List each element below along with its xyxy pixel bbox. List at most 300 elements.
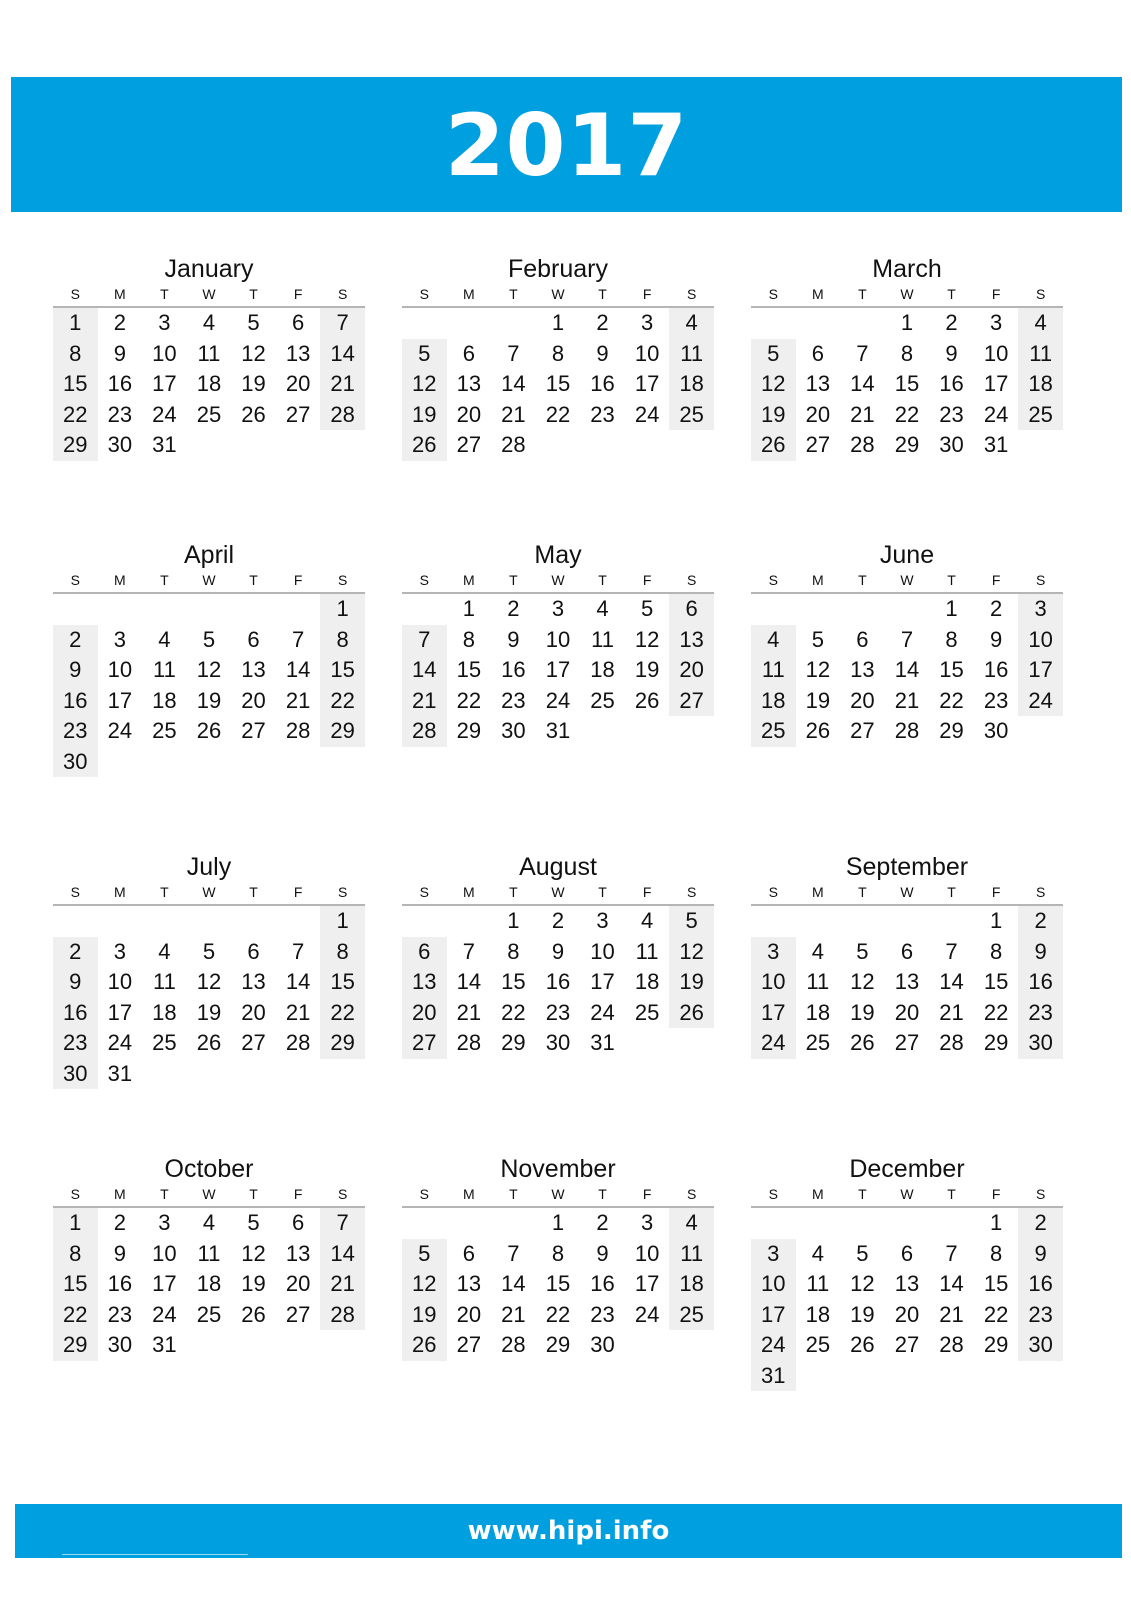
day-cell: 22 <box>53 400 98 431</box>
day-cell: 29 <box>894 432 920 457</box>
empty-day-cell <box>669 716 714 747</box>
day-cell: 31 <box>983 432 1009 457</box>
weekday-header <box>751 1184 1063 1204</box>
empty-day-cell <box>447 308 492 339</box>
empty-day-cell <box>447 906 492 937</box>
week-row <box>751 594 1063 625</box>
day-cell: 12 <box>634 626 660 652</box>
day-cell: 2 <box>551 908 565 933</box>
week-row <box>53 1269 365 1300</box>
week-row <box>53 655 365 686</box>
day-cell: 12 <box>850 1271 875 1296</box>
day-cell: 30 <box>1018 1330 1063 1361</box>
empty-day-cell <box>625 716 670 747</box>
weekday-label: S <box>686 884 697 900</box>
day-cell: 9 <box>113 340 126 366</box>
day-cell: 3 <box>751 1239 796 1270</box>
day-cell: 16 <box>1018 1269 1063 1300</box>
day-cell: 5 <box>856 1240 869 1266</box>
week-row <box>402 308 714 339</box>
day-cell: 28 <box>850 432 875 457</box>
day-cell: 20 <box>285 371 311 396</box>
empty-day-cell <box>840 906 885 937</box>
day-cell: 10 <box>107 969 133 994</box>
day-cell: 15 <box>939 657 964 682</box>
empty-day-cell <box>231 747 276 778</box>
empty-day-cell <box>885 1361 930 1392</box>
week-row <box>53 686 365 717</box>
weekday-label: F <box>642 884 652 900</box>
month-name: June <box>879 541 935 569</box>
weekday-label: W <box>202 884 216 900</box>
empty-day-cell <box>320 1330 365 1361</box>
empty-day-cell <box>796 1208 841 1239</box>
empty-day-cell <box>840 308 885 339</box>
empty-day-cell <box>231 594 276 625</box>
day-cell: 26 <box>402 430 447 461</box>
month-name: September <box>845 853 969 881</box>
day-cell: 25 <box>196 401 222 427</box>
empty-day-cell <box>929 906 974 937</box>
day-cell: 19 <box>402 1300 447 1331</box>
week-row <box>751 430 1063 461</box>
day-cell: 6 <box>900 938 914 964</box>
day-cell: 29 <box>983 1030 1009 1055</box>
weekday-label: F <box>642 572 652 588</box>
month-july <box>53 852 365 1089</box>
day-cell: 21 <box>320 369 365 400</box>
day-cell: 7 <box>507 340 520 366</box>
day-cell: 7 <box>320 1208 365 1239</box>
empty-day-cell <box>751 308 796 339</box>
day-cell: 30 <box>1018 1028 1063 1059</box>
weekday-label: T <box>509 1186 518 1202</box>
month-june <box>751 540 1063 747</box>
weekday-label: S <box>768 1186 778 1202</box>
day-cell: 20 <box>805 401 831 427</box>
day-cell: 8 <box>320 625 365 656</box>
day-cell: 5 <box>202 626 216 652</box>
day-cell: 31 <box>545 718 571 743</box>
day-cell: 26 <box>196 1030 222 1055</box>
day-cell: 9 <box>945 340 958 366</box>
empty-day-cell <box>187 594 232 625</box>
weekday-label: S <box>70 1186 80 1202</box>
day-cell: 18 <box>1018 369 1063 400</box>
weekday-label: S <box>419 572 429 588</box>
day-cell: 3 <box>551 596 565 621</box>
day-cell: 21 <box>894 687 920 713</box>
day-cell: 22 <box>983 999 1009 1025</box>
day-cell: 21 <box>285 999 311 1025</box>
day-cell: 3 <box>113 626 126 652</box>
day-cell: 7 <box>402 625 447 656</box>
day-cell: 30 <box>107 1332 133 1357</box>
empty-day-cell <box>231 1059 276 1090</box>
week-row <box>751 1361 1063 1392</box>
day-cell: 20 <box>894 1301 920 1327</box>
day-cell: 15 <box>320 967 365 998</box>
weekday-label: T <box>947 286 956 302</box>
day-cell: 9 <box>53 967 98 998</box>
empty-day-cell <box>669 430 714 461</box>
day-cell: 16 <box>107 1271 133 1296</box>
day-cell: 17 <box>107 687 133 713</box>
day-cell: 6 <box>669 594 714 625</box>
weekday-label: F <box>642 1186 652 1202</box>
day-cell: 22 <box>939 687 964 713</box>
empty-day-cell <box>751 594 796 625</box>
weekday-label: T <box>249 884 258 900</box>
weekday-label: F <box>642 286 652 302</box>
day-cell: 1 <box>53 308 98 339</box>
day-cell: 31 <box>152 432 177 457</box>
day-cell: 8 <box>462 626 475 652</box>
weekday-label: S <box>1035 1186 1046 1202</box>
day-cell: 12 <box>402 369 447 400</box>
day-cell: 15 <box>983 969 1009 994</box>
month-march <box>751 254 1063 461</box>
day-cell: 23 <box>590 401 615 427</box>
day-cell: 19 <box>669 967 714 998</box>
day-cell: 25 <box>805 1030 831 1055</box>
day-cell: 18 <box>805 999 831 1025</box>
empty-day-cell <box>231 1330 276 1361</box>
day-cell: 14 <box>894 657 920 682</box>
weekday-label: T <box>249 572 258 588</box>
day-cell: 25 <box>152 718 177 743</box>
day-cell: 27 <box>669 686 714 717</box>
empty-day-cell <box>231 430 276 461</box>
day-cell: 28 <box>501 1332 526 1357</box>
weekday-label: F <box>293 286 303 302</box>
day-cell: 30 <box>983 718 1009 743</box>
day-cell: 30 <box>939 432 964 457</box>
day-cell: 17 <box>751 998 796 1029</box>
month-name: July <box>186 853 232 881</box>
day-cell: 19 <box>196 999 222 1025</box>
day-cell: 24 <box>634 1301 660 1327</box>
day-cell: 26 <box>196 718 222 743</box>
footer-url: www.hipi.info <box>467 1516 670 1546</box>
day-cell: 19 <box>241 371 266 396</box>
day-cell: 23 <box>107 401 133 427</box>
week-row <box>751 369 1063 400</box>
day-cell: 12 <box>669 937 714 968</box>
day-cell: 10 <box>545 626 571 652</box>
week-row <box>402 937 714 968</box>
month-october <box>53 1154 365 1361</box>
day-cell: 28 <box>320 400 365 431</box>
day-cell: 23 <box>939 401 964 427</box>
day-cell: 4 <box>158 626 171 652</box>
week-row <box>53 747 365 778</box>
day-cell: 5 <box>669 906 714 937</box>
day-cell: 24 <box>751 1330 796 1361</box>
day-cell: 6 <box>462 340 475 366</box>
day-cell: 9 <box>596 1240 609 1266</box>
empty-day-cell <box>276 1059 321 1090</box>
day-cell: 13 <box>285 1240 311 1266</box>
day-cell: 27 <box>285 1301 311 1327</box>
empty-day-cell <box>491 308 536 339</box>
day-cell: 26 <box>850 1332 875 1357</box>
weekday-label: W <box>551 1186 565 1202</box>
weekday-label: W <box>551 884 565 900</box>
day-cell: 19 <box>634 657 660 682</box>
weekday-label: W <box>551 286 565 302</box>
month-name: November <box>500 1155 616 1183</box>
weekday-label: T <box>947 1186 956 1202</box>
day-cell: 29 <box>545 1332 571 1357</box>
day-cell: 25 <box>196 1301 222 1327</box>
day-cell: 21 <box>501 1301 526 1327</box>
week-row <box>402 1239 714 1270</box>
week-row <box>53 1028 365 1059</box>
weekday-label: T <box>858 884 867 900</box>
empty-day-cell <box>751 906 796 937</box>
empty-day-cell <box>796 906 841 937</box>
week-row <box>402 998 714 1029</box>
week-row <box>751 655 1063 686</box>
week-row <box>751 339 1063 370</box>
day-cell: 18 <box>196 371 222 396</box>
weekday-label: S <box>419 1186 429 1202</box>
day-cell: 21 <box>501 401 526 427</box>
day-cell: 11 <box>635 938 659 964</box>
day-cell: 21 <box>285 687 311 713</box>
weekday-label: M <box>812 572 824 588</box>
day-cell: 13 <box>850 657 875 682</box>
day-cell: 29 <box>53 1330 98 1361</box>
week-row <box>53 716 365 747</box>
month-name: August <box>519 853 597 881</box>
day-cell: 26 <box>241 401 266 427</box>
week-row <box>751 1300 1063 1331</box>
day-cell: 29 <box>320 1028 365 1059</box>
weekday-header <box>402 284 714 304</box>
day-cell: 9 <box>507 626 520 652</box>
empty-day-cell <box>187 430 232 461</box>
week-row <box>53 308 365 339</box>
week-row <box>751 1208 1063 1239</box>
day-cell: 11 <box>669 339 714 370</box>
day-cell: 20 <box>669 655 714 686</box>
day-cell: 22 <box>545 1301 571 1327</box>
day-cell: 1 <box>462 596 475 621</box>
day-cell: 2 <box>53 937 98 968</box>
empty-day-cell <box>402 906 447 937</box>
day-cell: 10 <box>751 1269 796 1300</box>
day-cell: 11 <box>806 969 830 994</box>
day-cell: 18 <box>669 1269 714 1300</box>
weekday-label: S <box>337 884 348 900</box>
day-cell: 21 <box>320 1269 365 1300</box>
weekday-label: W <box>900 286 914 302</box>
day-cell: 3 <box>596 908 609 933</box>
week-row <box>53 937 365 968</box>
day-cell: 29 <box>320 716 365 747</box>
weekday-header <box>402 1184 714 1204</box>
week-row <box>402 655 714 686</box>
week-row <box>53 594 365 625</box>
day-cell: 22 <box>983 1301 1009 1327</box>
day-cell: 4 <box>640 908 654 933</box>
weekday-label: S <box>337 286 348 302</box>
day-cell: 17 <box>590 969 615 994</box>
day-cell: 13 <box>402 967 447 998</box>
weekday-label: F <box>991 286 1001 302</box>
day-cell: 24 <box>634 401 660 427</box>
empty-day-cell <box>187 1059 232 1090</box>
day-cell: 17 <box>107 999 133 1025</box>
empty-day-cell <box>840 1208 885 1239</box>
day-cell: 22 <box>894 401 920 427</box>
weekday-label: M <box>463 286 475 302</box>
day-cell: 12 <box>850 969 875 994</box>
day-cell: 14 <box>939 969 964 994</box>
day-cell: 6 <box>247 938 260 964</box>
day-cell: 1 <box>53 1208 98 1239</box>
day-cell: 14 <box>285 969 311 994</box>
week-row <box>53 1330 365 1361</box>
month-november <box>402 1154 714 1361</box>
day-cell: 31 <box>107 1060 133 1086</box>
day-cell: 7 <box>900 626 914 652</box>
weekday-label: T <box>249 1186 258 1202</box>
day-cell: 25 <box>669 1300 714 1331</box>
week-row <box>751 906 1063 937</box>
day-cell: 10 <box>152 340 177 366</box>
day-cell: 18 <box>196 1271 222 1296</box>
day-cell: 30 <box>53 747 98 778</box>
day-cell: 5 <box>856 938 869 964</box>
empty-day-cell <box>796 594 841 625</box>
day-cell: 12 <box>196 969 222 994</box>
empty-day-cell <box>840 1361 885 1392</box>
day-cell: 2 <box>53 625 98 656</box>
day-cell: 9 <box>989 626 1003 652</box>
day-cell: 14 <box>320 1239 365 1270</box>
day-cell: 21 <box>850 401 875 427</box>
day-cell: 16 <box>983 657 1009 682</box>
day-cell: 3 <box>989 310 1003 335</box>
day-cell: 29 <box>501 1030 526 1055</box>
empty-day-cell <box>142 1059 187 1090</box>
day-cell: 6 <box>462 1240 475 1266</box>
day-cell: 30 <box>53 1059 98 1090</box>
day-cell: 2 <box>945 310 958 335</box>
day-cell: 28 <box>285 1030 311 1055</box>
day-cell: 20 <box>285 1271 311 1296</box>
weekday-label: T <box>598 1186 607 1202</box>
empty-day-cell <box>53 594 98 625</box>
empty-day-cell <box>625 1330 670 1361</box>
day-cell: 31 <box>590 1030 615 1055</box>
day-cell: 4 <box>669 308 714 339</box>
day-cell: 21 <box>456 999 482 1025</box>
week-row <box>402 339 714 370</box>
day-cell: 19 <box>805 687 831 713</box>
day-cell: 28 <box>939 1332 964 1357</box>
day-cell: 25 <box>669 400 714 431</box>
weekday-label: M <box>812 1186 824 1202</box>
month-name: January <box>164 255 254 283</box>
day-cell: 29 <box>456 718 482 743</box>
day-cell: 24 <box>983 401 1009 427</box>
day-cell: 6 <box>811 340 824 366</box>
weekday-label: W <box>900 1186 914 1202</box>
day-cell: 27 <box>241 1030 266 1055</box>
day-cell: 28 <box>402 716 447 747</box>
day-cell: 27 <box>894 1332 920 1357</box>
empty-day-cell <box>142 747 187 778</box>
empty-day-cell <box>1018 430 1063 461</box>
weekday-label: T <box>947 572 956 588</box>
month-name: October <box>164 1155 254 1183</box>
day-cell: 27 <box>805 432 831 457</box>
day-cell: 24 <box>152 1301 177 1327</box>
day-cell: 17 <box>634 1271 660 1296</box>
day-cell: 23 <box>53 716 98 747</box>
day-cell: 10 <box>152 1240 177 1266</box>
day-cell: 8 <box>551 340 565 366</box>
day-cell: 1 <box>551 310 565 335</box>
weekday-label: W <box>202 286 216 302</box>
empty-day-cell <box>751 1208 796 1239</box>
day-cell: 16 <box>53 686 98 717</box>
day-cell: 15 <box>53 369 98 400</box>
day-cell: 20 <box>402 998 447 1029</box>
day-cell: 11 <box>197 1240 221 1266</box>
day-cell: 26 <box>850 1030 875 1055</box>
day-cell: 6 <box>247 626 260 652</box>
weekday-label: T <box>160 572 169 588</box>
day-cell: 15 <box>456 657 482 682</box>
day-cell: 11 <box>1018 339 1063 370</box>
weekday-label: T <box>598 572 607 588</box>
day-cell: 10 <box>590 938 615 964</box>
weekday-label: S <box>1035 884 1046 900</box>
day-cell: 27 <box>285 401 311 427</box>
day-cell: 5 <box>751 339 796 370</box>
day-cell: 15 <box>545 1271 571 1296</box>
weekday-label: T <box>160 884 169 900</box>
day-cell: 6 <box>900 1240 914 1266</box>
day-cell: 8 <box>989 938 1003 964</box>
day-cell: 8 <box>989 1240 1003 1266</box>
day-cell: 26 <box>669 998 714 1029</box>
day-cell: 5 <box>202 938 216 964</box>
day-cell: 8 <box>945 626 958 652</box>
month-may <box>402 540 714 747</box>
week-row <box>53 1300 365 1331</box>
week-row <box>751 625 1063 656</box>
day-cell: 11 <box>751 655 796 686</box>
day-cell: 11 <box>591 626 614 652</box>
empty-day-cell <box>840 594 885 625</box>
weekday-label: F <box>293 1186 303 1202</box>
empty-day-cell <box>885 594 930 625</box>
empty-day-cell <box>625 430 670 461</box>
day-cell: 12 <box>241 1240 266 1266</box>
day-cell: 25 <box>1018 400 1063 431</box>
weekday-label: T <box>509 884 518 900</box>
weekday-label: F <box>991 884 1001 900</box>
month-february <box>402 254 714 461</box>
weekday-label: S <box>70 286 80 302</box>
day-cell: 9 <box>53 655 98 686</box>
